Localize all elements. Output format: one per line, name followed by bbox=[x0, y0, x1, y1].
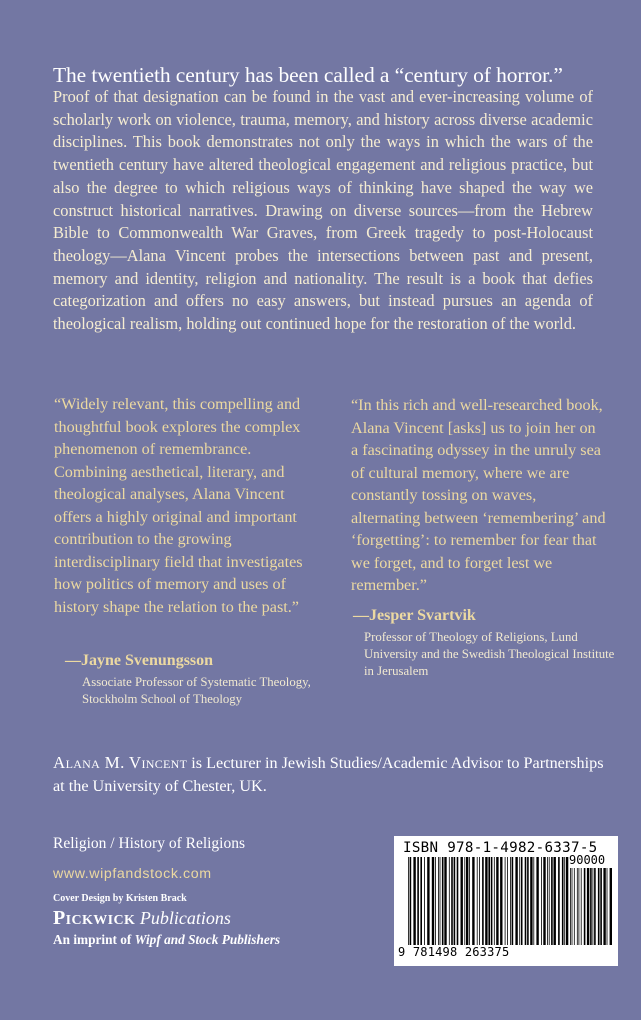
barcode-bar bbox=[584, 868, 586, 945]
barcode-bar bbox=[510, 857, 511, 945]
barcode-bar bbox=[564, 857, 565, 945]
barcode-bar bbox=[533, 857, 534, 945]
barcode-bar bbox=[469, 857, 470, 945]
barcode-bar bbox=[410, 857, 412, 945]
barcode-bar bbox=[572, 868, 573, 945]
barcode-bar bbox=[551, 857, 553, 945]
barcode-bar bbox=[500, 857, 502, 945]
barcode-bar bbox=[432, 857, 434, 945]
barcode-bar bbox=[438, 857, 439, 945]
barcode-bar bbox=[525, 857, 527, 945]
barcode-bar bbox=[594, 868, 596, 945]
barcode-bar bbox=[577, 868, 578, 945]
publisher-suffix: Publications bbox=[135, 908, 231, 928]
barcode-bar bbox=[442, 857, 444, 945]
description-body: Proof of that designation can be found in the vast and ever-increasing volume of scholarly work on violence, trauma, memory, and history across diverse academic disciplines. This book demonstrates not only the ways in which the wars of the twentieth century have altered theological engagement and religious practice, but also the degree to which religious ways of thinking have shaped the way we construct historical narratives. Drawing on diverse sources—from the Hebrew Bible to Commonwealth War Graves, from Greek tragedy to post-Holocaust theology—Alana Vincent probes the intersections between past and present, memory and identity, religion and nationality. The result is a book that defies categorization and offers no easy answers, but instead pursues an agenda of theological realism, holding out continued hope for the restoration of the world. bbox=[53, 87, 593, 334]
barcode-bar bbox=[464, 857, 465, 945]
endorsement-quote-2: “In this rich and well-researched book, Alana Vincent [asks] us to join her on a fascinating odyssey in the unruly sea of cultural memory, where we are constantly tossing on waves, alternating between ‘remembering’ and ‘forgetting’: to remember for fear that we forget, and to forget lest we remember.” bbox=[351, 396, 606, 594]
barcode-bar bbox=[527, 857, 529, 945]
endorsement-quote-1: “Widely relevant, this compelling and thoughtful book explores the complex phenomenon of remembrance. Combining aesthetical, literary, and theological analyses, Alana Vincent offers a highly original and important contribution to the growing interdisciplinary field that investigates how politics of memory and uses of history shape the relation to the past.” bbox=[54, 395, 303, 616]
barcode-bar bbox=[536, 857, 538, 945]
barcode-bar bbox=[461, 857, 463, 945]
barcode-bar bbox=[417, 857, 419, 945]
endorser-name-2: —Jesper Svartvik bbox=[353, 607, 476, 624]
barcode-bar bbox=[485, 857, 487, 945]
barcode-bars bbox=[408, 857, 570, 945]
imprint-line bbox=[53, 932, 280, 948]
barcode-bar bbox=[435, 857, 436, 945]
barcode-bar bbox=[519, 857, 520, 945]
imprint-name: Wipf and Stock Publishers bbox=[134, 932, 281, 947]
barcode-bar bbox=[543, 857, 545, 945]
barcode-bar bbox=[440, 857, 441, 945]
imprint-prefix: An imprint of bbox=[53, 932, 135, 947]
cover-design-credit: Cover Design by Kristen Brack bbox=[53, 893, 187, 904]
barcode bbox=[394, 836, 618, 966]
barcode-digits: 9 781498 263375 bbox=[398, 945, 510, 959]
barcode-bar bbox=[593, 868, 594, 945]
barcode-bar bbox=[477, 857, 478, 945]
price-barcode-bars bbox=[570, 868, 612, 945]
barcode-bar bbox=[603, 868, 605, 945]
barcode-bar bbox=[454, 857, 456, 945]
barcode-bar bbox=[574, 868, 575, 945]
barcode-bar bbox=[420, 857, 422, 945]
barcode-bar bbox=[607, 868, 608, 945]
barcode-bar bbox=[512, 857, 514, 945]
publisher-logo bbox=[53, 907, 231, 930]
author-bio bbox=[53, 752, 613, 797]
price-code: 90000 bbox=[569, 853, 606, 867]
barcode-bar bbox=[408, 857, 409, 945]
description-lead: The twentieth century has been called a “century of horror.” bbox=[53, 63, 563, 87]
barcode-bar bbox=[444, 857, 446, 945]
endorser-role-1: Associate Professor of Systematic Theology, Stockholm School of Theology bbox=[82, 675, 311, 706]
barcode-bar bbox=[581, 868, 582, 945]
barcode-bar bbox=[566, 857, 568, 945]
barcode-bar bbox=[562, 857, 564, 945]
publisher-name: Pickwick bbox=[53, 907, 136, 929]
barcode-bar bbox=[530, 857, 532, 945]
barcode-bar bbox=[451, 857, 453, 945]
barcode-bar bbox=[496, 857, 498, 945]
barcode-bar bbox=[494, 857, 495, 945]
barcode-bar bbox=[482, 857, 484, 945]
barcode-bar bbox=[515, 857, 517, 945]
barcode-bar bbox=[488, 857, 490, 945]
barcode-bar bbox=[472, 857, 474, 945]
barcode-bar bbox=[587, 868, 589, 945]
barcode-bar bbox=[521, 857, 523, 945]
barcode-bar bbox=[457, 857, 459, 945]
endorser-role-2: Professor of Theology of Religions, Lund University and the Swedish Theological Institute in Jerusalem bbox=[364, 630, 615, 678]
barcode-bar bbox=[449, 857, 450, 945]
publisher-website[interactable]: www.wipfandstock.com bbox=[53, 866, 212, 882]
barcode-bar bbox=[427, 857, 429, 945]
barcode-bar bbox=[505, 857, 506, 945]
barcode-bar bbox=[600, 868, 602, 945]
barcode-bar bbox=[579, 868, 580, 945]
barcode-bar bbox=[554, 857, 556, 945]
author-bio-text: is Lecturer in Jewish Studies/Academic Advisor to Partnerships at the University of Chester, UK. bbox=[53, 754, 604, 795]
barcode-bar bbox=[479, 857, 480, 945]
barcode-bar bbox=[491, 857, 493, 945]
barcode-bar bbox=[570, 868, 571, 945]
author-name: Alana M. Vincent bbox=[53, 753, 188, 772]
barcode-bar bbox=[590, 868, 592, 945]
barcode-bar bbox=[549, 857, 550, 945]
barcode-bar bbox=[598, 868, 600, 945]
barcode-bar bbox=[413, 857, 415, 945]
barcode-bar bbox=[541, 857, 542, 945]
barcode-bar bbox=[466, 857, 468, 945]
barcode-bar bbox=[610, 868, 612, 945]
barcode-bar bbox=[558, 857, 560, 945]
subject-category: Religion / History of Religions bbox=[53, 835, 246, 852]
isbn-label: ISBN 978-1-4982-6337-5 bbox=[403, 840, 598, 856]
barcode-bar bbox=[507, 857, 508, 945]
endorser-name-1: —Jayne Svenungsson bbox=[65, 652, 214, 669]
barcode-bar bbox=[424, 857, 425, 945]
barcode-bar bbox=[547, 857, 548, 945]
